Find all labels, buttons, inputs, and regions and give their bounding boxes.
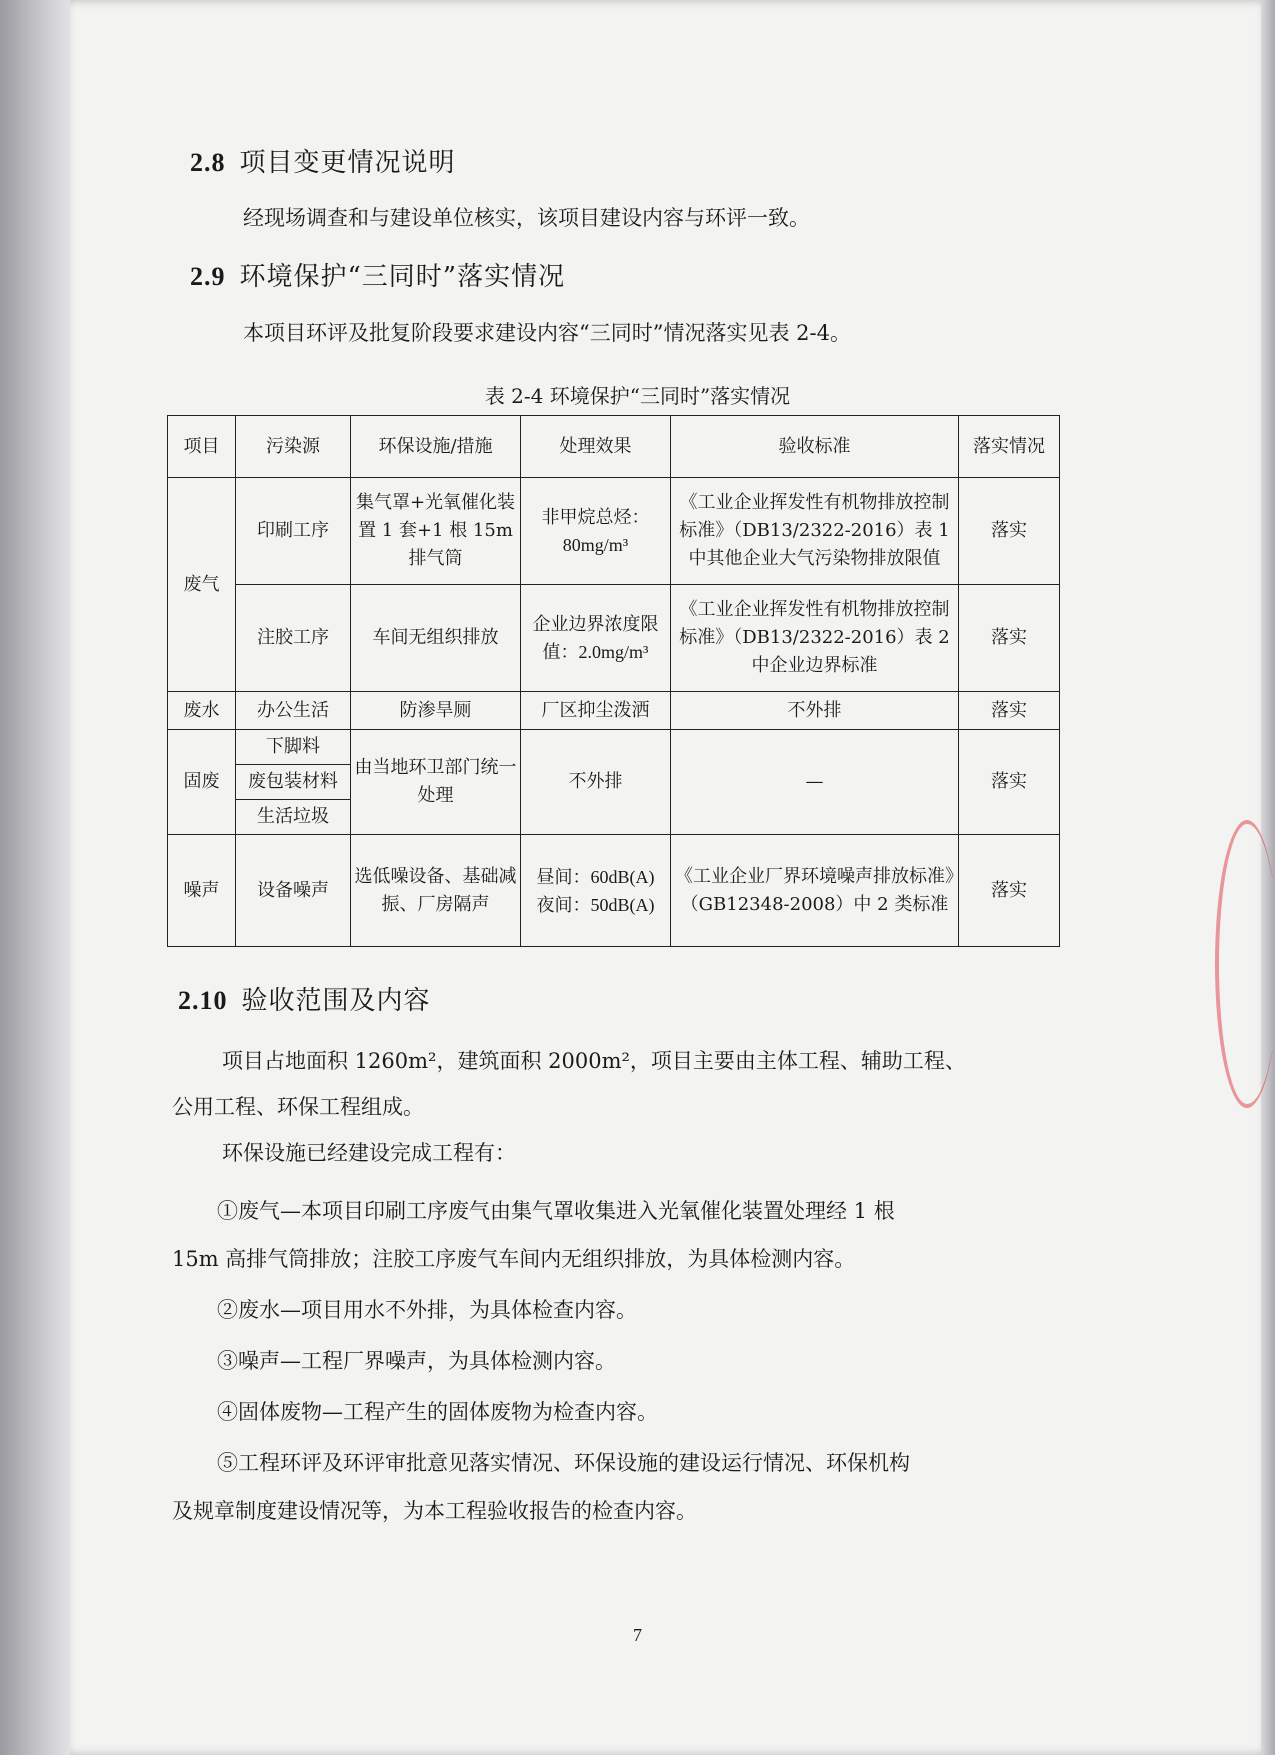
source-cell: 生活垃圾 <box>236 800 351 835</box>
heading-2-9 <box>190 256 565 293</box>
measure-cell: 选低噪设备、基础减振、厂房隔声 <box>351 835 521 947</box>
paragraph: ③噪声—工程厂界噪声，为具体检测内容。 <box>217 1349 616 1373</box>
paragraph: 15m 高排气筒排放；注胶工序废气车间内无组织排放，为具体检测内容。 <box>172 1247 856 1271</box>
header-cell: 处理效果 <box>521 416 671 478</box>
binding-edge <box>0 0 70 1755</box>
table-header-row <box>168 416 1060 478</box>
standard-cell: — <box>671 730 959 835</box>
measure-cell: 车间无组织排放 <box>351 585 521 692</box>
status-cell: 落实 <box>959 730 1060 835</box>
table-row <box>168 730 1060 765</box>
table-caption: 表 2-4 环境保护“三同时”落实情况 <box>484 384 791 408</box>
category-cell: 废气 <box>168 478 236 692</box>
heading-number: 2.10 <box>178 986 228 1015</box>
paragraph-2-8: 经现场调查和与建设单位核实，该项目建设内容与环评一致。 <box>243 206 810 230</box>
paragraph: ⑤工程环评及环评审批意见落实情况、环保设施的建设运行情况、环保机构 <box>217 1451 910 1475</box>
effect-cell: 企业边界浓度限值：2.0mg/m³ <box>521 585 671 692</box>
header-cell: 落实情况 <box>959 416 1060 478</box>
effect-cell: 厂区抑尘泼洒 <box>521 692 671 730</box>
effect-day: 昼间：60dB(A) <box>536 866 655 887</box>
standard-cell: 《工业企业厂界环境噪声排放标准》（GB12348-2008）中 2 类标准 <box>671 835 959 947</box>
source-cell: 设备噪声 <box>236 835 351 947</box>
source-cell: 注胶工序 <box>236 585 351 692</box>
table-row <box>168 585 1060 692</box>
source-cell: 下脚料 <box>236 730 351 765</box>
header-cell: 环保设施/措施 <box>351 416 521 478</box>
status-cell: 落实 <box>959 585 1060 692</box>
paragraph: 环保设施已经建设完成工程有： <box>222 1141 516 1165</box>
paragraph: 及规章制度建设情况等，为本工程验收报告的检查内容。 <box>172 1499 697 1523</box>
measure-cell: 由当地环卫部门统一处理 <box>351 730 521 835</box>
effect-cell <box>521 835 671 947</box>
table-row <box>168 478 1060 585</box>
page-number: 7 <box>633 1625 642 1645</box>
three-simultaneous-table <box>167 415 1060 947</box>
status-cell: 落实 <box>959 478 1060 585</box>
heading-2-8 <box>190 142 456 179</box>
heading-title: 项目变更情况说明 <box>239 148 456 178</box>
source-cell: 废包装材料 <box>236 765 351 800</box>
source-cell: 办公生活 <box>236 692 351 730</box>
status-cell: 落实 <box>959 835 1060 947</box>
header-cell: 污染源 <box>236 416 351 478</box>
measure-cell: 防渗旱厕 <box>351 692 521 730</box>
red-seal-stamp <box>1215 820 1275 1108</box>
heading-2-10 <box>178 980 431 1017</box>
heading-number: 2.9 <box>190 262 226 291</box>
table-row <box>168 835 1060 947</box>
status-cell: 落实 <box>959 692 1060 730</box>
category-cell: 废水 <box>168 692 236 730</box>
paragraph-2-9: 本项目环评及批复阶段要求建设内容“三同时”情况落实见表 2-4。 <box>243 321 851 345</box>
effect-cell: 不外排 <box>521 730 671 835</box>
standard-cell: 不外排 <box>671 692 959 730</box>
paragraph: 公用工程、环保工程组成。 <box>172 1095 424 1119</box>
category-cell: 噪声 <box>168 835 236 947</box>
header-cell: 项目 <box>168 416 236 478</box>
header-cell: 验收标准 <box>671 416 959 478</box>
paragraph: 项目占地面积 1260m²，建筑面积 2000m²，项目主要由主体工程、辅助工程、 <box>222 1049 966 1073</box>
heading-title: 环境保护“三同时”落实情况 <box>239 262 566 292</box>
measure-cell: 集气罩+光氧催化装置 1 套+1 根 15m 排气筒 <box>351 478 521 585</box>
heading-title: 验收范围及内容 <box>241 986 431 1016</box>
paragraph: ①废气—本项目印刷工序废气由集气罩收集进入光氧催化装置处理经 1 根 <box>217 1199 895 1223</box>
category-cell: 固废 <box>168 730 236 835</box>
effect-cell: 非甲烷总烃：80mg/m³ <box>521 478 671 585</box>
table-row <box>168 692 1060 730</box>
effect-night: 夜间：50dB(A) <box>536 894 655 915</box>
source-cell: 印刷工序 <box>236 478 351 585</box>
standard-cell: 《工业企业挥发性有机物排放控制标准》（DB13/2322-2016）表 2 中企业边界标准 <box>671 585 959 692</box>
heading-number: 2.8 <box>190 148 226 177</box>
paragraph: ②废水—项目用水不外排，为具体检查内容。 <box>217 1298 637 1322</box>
standard-cell: 《工业企业挥发性有机物排放控制标准》（DB13/2322-2016）表 1 中其他企业大气污染物排放限值 <box>671 478 959 585</box>
paragraph: ④固体废物—工程产生的固体废物为检查内容。 <box>217 1400 658 1424</box>
